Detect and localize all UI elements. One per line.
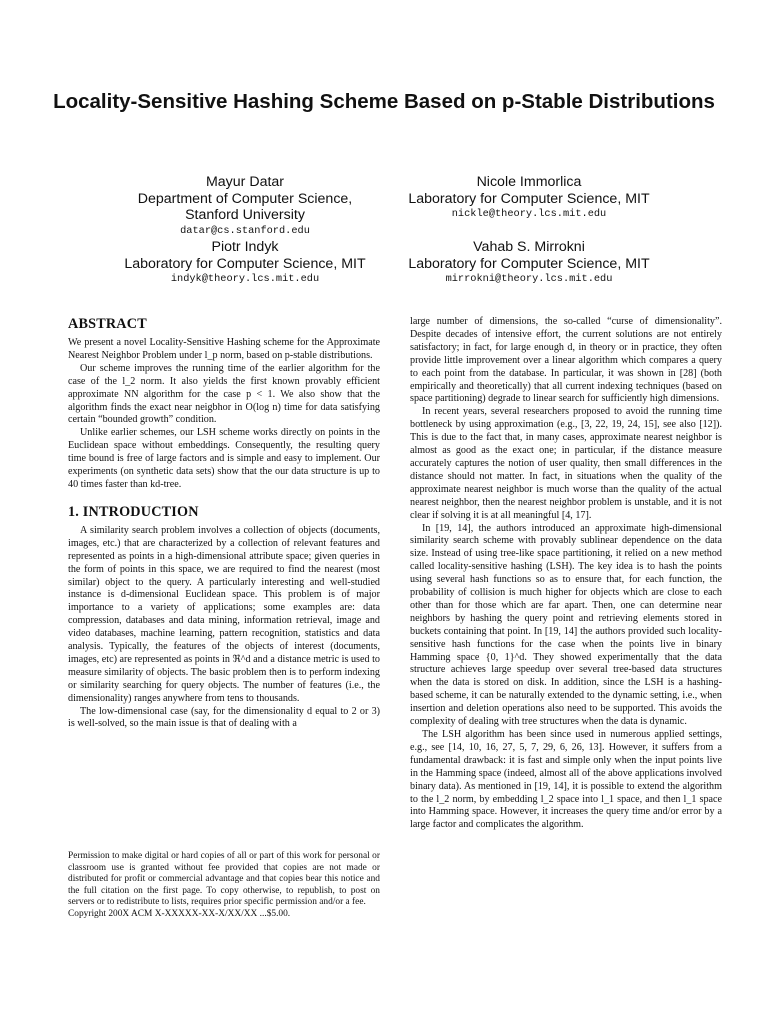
right-column (410, 316, 722, 832)
author-affiliation: Laboratory for Computer Science, MIT (124, 255, 366, 272)
abstract-paragraph: We present a novel Locality-Sensitive Hashing scheme for the Approximate Nearest Neighbor Problem under l_p norm, based on p-stable distributions. (68, 337, 380, 361)
left-column (68, 316, 380, 731)
author-name: Mayur Datar (205, 174, 285, 190)
author-block (100, 239, 390, 287)
author-email: datar@cs.stanford.edu (180, 224, 310, 237)
author-affiliation: Department of Computer Science, (137, 190, 353, 207)
body-paragraph: In recent years, several researchers proposed to avoid the running time bottleneck by using approximation (e.g., [3, 22, 19, 24, 15], see also [12]). This is due to the fact that, in many cases, approximate nearest neighbor is almost as good as the exact one; in particular, if the distance measure accurately captures the notion of user quality, then small differences in the distance should not matter. In fact, in situations when the quality of the approximate nearest neighbor is much worse than the quality of the actual nearest neighbor, then the nearest neighbor problem is unstable, and it is not clear if solving it is at all meaningful [4, 17]. (410, 406, 722, 521)
author-email: indyk@theory.lcs.mit.edu (170, 273, 320, 285)
author-name: Piotr Indyk (211, 239, 279, 255)
author-affiliation: Laboratory for Computer Science, MIT (408, 255, 650, 272)
body-paragraph: The LSH algorithm has been since used in numerous applied settings, e.g., see [14, 10, 16, 27, 5, 7, 29, 6, 26, 13]. However, it suffers from a fundamental drawback: it is fast and simple only when the input points live in the Hamming space (indeed, almost all of the above applications involved binary data). As mentioned in [19, 14], it is possible to extend the algorithm to the l_2 norm, by embedding l_2 space into l_1 space, and then l_1 space into Hamming space. However, it increases the query time and/or error by a large factor and complicates the algorithm. (410, 729, 722, 831)
author-email: mirrokni@theory.lcs.mit.edu (445, 273, 613, 285)
abstract-paragraph: Our scheme improves the running time of the earlier algorithm for the case of the l_2 norm. It also yields the first known provably efficient approximate NN algorithm for the case p < 1. We also show that the algorithm finds the exact near neigbhor in O(log n) time for data satisfying certain “bounded growth” condition. (68, 362, 380, 426)
permission-text: Permission to make digital or hard copies of all or part of this work for personal or classroom use is granted without fee provided that copies are not made or distributed for profit or commercial advantage and that copies bear this notice and the full citation on the first page. To copy otherwise, to republish, to post on servers or to redistribute to lists, requires prior specific permission and/or a fee. (68, 851, 380, 908)
author-name: Nicole Immorlica (476, 174, 582, 190)
author-block (110, 174, 380, 239)
author-affiliation: Stanford University (185, 207, 305, 223)
author-name: Vahab S. Mirrokni (473, 239, 585, 255)
section-heading: 1. INTRODUCTION (68, 503, 199, 520)
copyright-line: Copyright 200X ACM X-XXXXX-XX-X/XX/XX ...$5.00. (68, 908, 291, 919)
intro-paragraph: The low-dimensional case (say, for the dimensionality d equal to 2 or 3) is well-solved, so the main issue is that of dealing with a (68, 705, 380, 730)
author-affiliation: Laboratory for Computer Science, MIT (408, 190, 650, 207)
intro-paragraph: A similarity search problem involves a collection of objects (documents, images, etc.) that are characterized by a collection of relevant features and represented as points in a high-dimensional attribute space; given queries in the form of points in this space, we are required to find the nearest (most similar) object to the query. A particularly interesting and well-studied instance is d-dimensional Euclidean space. This problem is of major importance to a variety of applications; some examples are: data compression, databases and data mining, information retrieval, image and video databases, machine learning, pattern recognition, statistics and data analysis. Typically, the features of the objects of interest (documents, images, etc) are represented as points in ℜ^d and a distance metric is used to measure similarity of objects. The basic problem then is to perform indexing or similarity searching for query objects. The number of features (i.e., the dimensionality) ranges anywhere from tens to thousands. (68, 524, 380, 704)
author-block (388, 174, 670, 222)
abstract-heading: ABSTRACT (68, 316, 147, 332)
author-email: nickle@theory.lcs.mit.edu (451, 208, 607, 220)
abstract-paragraph: Unlike earlier schemes, our LSH scheme works directly on points in the Euclidean space without embeddings. Consequently, the resulting query time bound is free of large factors and is simple and easy to implement. Our experiments (on synthetic data sets) show that the our data structure is up to 40 times faster than kd-tree. (68, 427, 380, 490)
body-paragraph: large number of dimensions, the so-called “curse of dimensionality”. Despite decades of intensive effort, the current solutions are not entirely satisfactory; in fact, for large enough d, in theory or in practice, they often provide little improvement over a linear algorithm which compares a query to each point from the database. In particular, it was shown in [28] (both empirically and theoretically) that all current indexing techniques (based on space partitioning) degrade to linear search for sufficiently high dimensions. (410, 316, 722, 405)
permission-notice (68, 851, 380, 921)
author-block (388, 239, 670, 287)
body-paragraph: In [19, 14], the authors introduced an approximate high-dimensional similarity search scheme with provably sublinear dependence on the data size. Instead of using tree-like space partitioning, it relied on a new method called locality-sensitive hashing (LSH). The key idea is to hash the points using several hash functions so as to ensure that, for each function, the probability of collision is much higher for objects which are close to each other than for those which are far apart. Then, one can determine near neighbors by hashing the query point and retrieving elements stored in buckets containing that point. In [19, 14] the authors provided such locality-sensitive hash functions for the case when the points live in binary Hamming space {0, 1}^d. They showed experimentally that the data structure achieves large speedup over several tree-based data structures when the data is stored on disk. In addition, since the LSH is a hashing-based scheme, it can be naturally extended to the dynamic setting, i.e., when insertion and deletion operations also need to be supported. This avoids the complexity of dealing with tree structures when the data is dynamic. (410, 522, 722, 728)
paper-title: Locality-Sensitive Hashing Scheme Based on p-Stable Distributions (53, 90, 715, 113)
